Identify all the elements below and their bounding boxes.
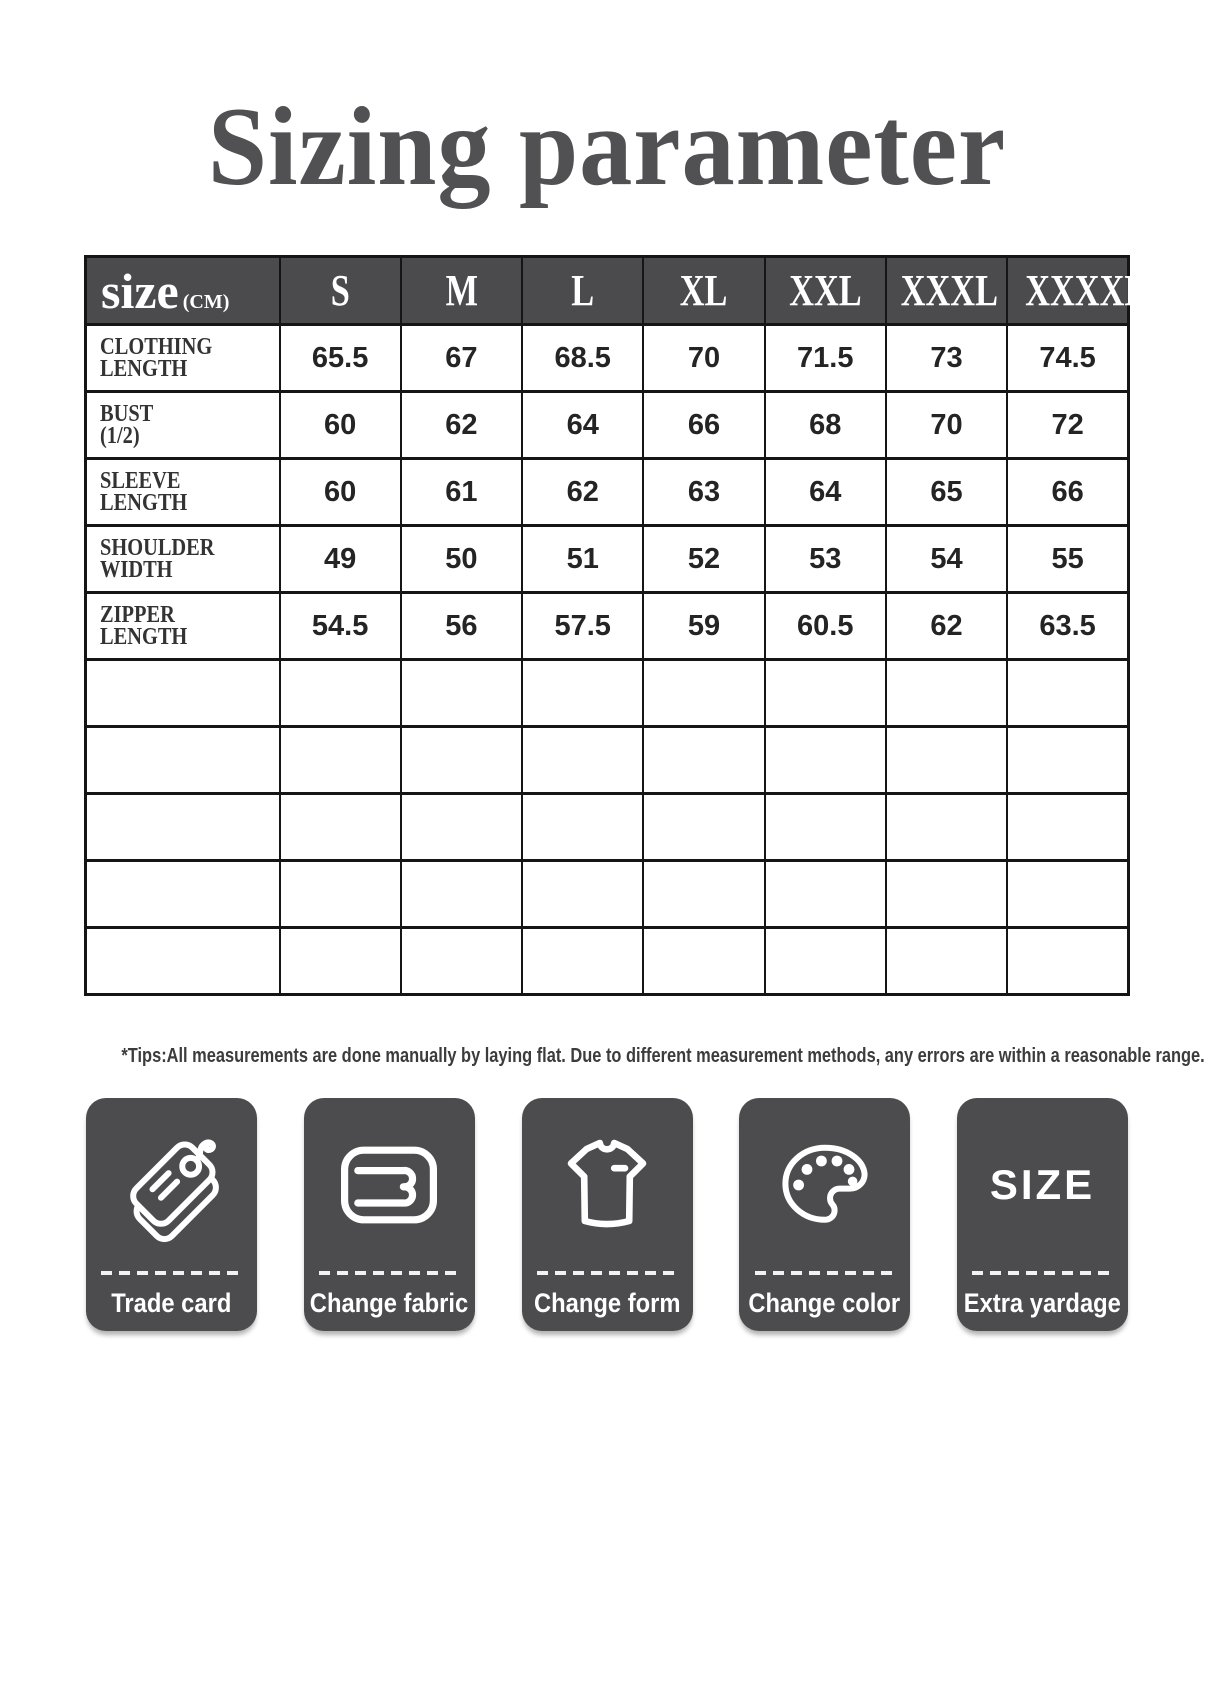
card-label: Change fabric xyxy=(310,1287,469,1318)
empty-label-cell xyxy=(86,928,280,995)
empty-cell xyxy=(765,928,886,995)
empty-cell xyxy=(1007,928,1128,995)
value-cell: 72 xyxy=(1007,392,1128,459)
empty-cell xyxy=(1007,861,1128,928)
value-cell: 62 xyxy=(522,459,643,526)
empty-cell xyxy=(522,861,643,928)
card-label: Change color xyxy=(748,1287,901,1318)
card-change-color xyxy=(739,1098,910,1331)
value-cell: 49 xyxy=(280,526,401,593)
value-cell: 70 xyxy=(643,325,764,392)
empty-cell xyxy=(280,660,401,727)
column-header-xxl: XXL xyxy=(765,257,886,325)
table-body xyxy=(86,325,1129,995)
empty-label-cell xyxy=(86,861,280,928)
empty-row xyxy=(86,660,1129,727)
empty-cell xyxy=(401,727,522,794)
feature-cards-row xyxy=(86,1098,1128,1331)
value-cell: 64 xyxy=(522,392,643,459)
table-header-row xyxy=(86,257,1129,325)
empty-cell xyxy=(643,727,764,794)
sizing-table xyxy=(84,255,1148,996)
value-cell: 50 xyxy=(401,526,522,593)
empty-cell xyxy=(280,928,401,995)
empty-row xyxy=(86,794,1129,861)
size-text-icon: SIZE xyxy=(989,1160,1096,1208)
value-cell: 65 xyxy=(886,459,1007,526)
value-cell: 63.5 xyxy=(1007,593,1128,660)
empty-cell xyxy=(522,794,643,861)
value-cell: 62 xyxy=(401,392,522,459)
row-label: BUST (1/2) xyxy=(86,392,280,459)
tips-note: *Tips:All measurements are done manually by laying flat. Due to different measurement methods, any errors are within a reasonable range. xyxy=(121,1044,1205,1068)
empty-cell xyxy=(765,660,886,727)
value-cell: 73 xyxy=(886,325,1007,392)
value-cell: 67 xyxy=(401,325,522,392)
card-extra-yardage xyxy=(957,1098,1128,1331)
value-cell: 59 xyxy=(643,593,764,660)
empty-cell xyxy=(522,727,643,794)
empty-label-cell xyxy=(86,727,280,794)
palette-icon xyxy=(739,1098,910,1271)
measurement-row xyxy=(86,325,1129,392)
column-header-s: S xyxy=(280,257,401,325)
empty-cell xyxy=(886,727,1007,794)
empty-cell xyxy=(1007,794,1128,861)
value-cell: 60.5 xyxy=(765,593,886,660)
empty-cell xyxy=(643,861,764,928)
value-cell: 53 xyxy=(765,526,886,593)
size-label: size xyxy=(101,262,179,319)
tag-icon xyxy=(86,1098,257,1271)
row-label: SHOULDER WIDTH xyxy=(86,526,280,593)
value-cell: 51 xyxy=(522,526,643,593)
value-cell: 54 xyxy=(886,526,1007,593)
empty-cell xyxy=(401,928,522,995)
card-change-form xyxy=(522,1098,693,1331)
column-header-xxxl: XXXL xyxy=(886,257,1007,325)
value-cell: 60 xyxy=(280,392,401,459)
empty-label-cell xyxy=(86,794,280,861)
column-header-xxxxl: XXXXL xyxy=(1007,257,1128,325)
empty-cell xyxy=(280,794,401,861)
empty-cell xyxy=(886,928,1007,995)
column-header-m: M xyxy=(401,257,522,325)
value-cell: 66 xyxy=(643,392,764,459)
row-label: CLOTHING LENGTH xyxy=(86,325,280,392)
value-cell: 60 xyxy=(280,459,401,526)
value-cell: 62 xyxy=(886,593,1007,660)
card-label: Extra yardage xyxy=(963,1287,1122,1318)
row-label: ZIPPER LENGTH xyxy=(86,593,280,660)
column-header-xl: XL xyxy=(643,257,764,325)
value-cell: 63 xyxy=(643,459,764,526)
value-cell: 64 xyxy=(765,459,886,526)
fabric-icon xyxy=(304,1098,475,1271)
value-cell: 71.5 xyxy=(765,325,886,392)
value-cell: 66 xyxy=(1007,459,1128,526)
empty-cell xyxy=(643,794,764,861)
card-trade-card xyxy=(86,1098,257,1331)
empty-cell xyxy=(280,727,401,794)
value-cell: 55 xyxy=(1007,526,1128,593)
empty-row xyxy=(86,928,1129,995)
card-label: Change form xyxy=(533,1287,681,1318)
tshirt-icon xyxy=(522,1098,693,1271)
empty-cell xyxy=(765,794,886,861)
value-cell: 68.5 xyxy=(522,325,643,392)
page-title: Sizing parameter xyxy=(207,85,1007,209)
empty-cell xyxy=(401,861,522,928)
size-header-cell xyxy=(86,257,280,325)
value-cell: 56 xyxy=(401,593,522,660)
empty-cell xyxy=(401,794,522,861)
size-unit-label: (CM) xyxy=(182,290,230,313)
value-cell: 68 xyxy=(765,392,886,459)
empty-cell xyxy=(765,727,886,794)
empty-cell xyxy=(522,928,643,995)
empty-cell xyxy=(280,861,401,928)
empty-label-cell xyxy=(86,660,280,727)
empty-cell xyxy=(886,794,1007,861)
measurement-row xyxy=(86,526,1129,593)
value-cell: 61 xyxy=(401,459,522,526)
empty-cell xyxy=(401,660,522,727)
empty-cell xyxy=(765,861,886,928)
empty-cell xyxy=(522,660,643,727)
row-label: SLEEVE LENGTH xyxy=(86,459,280,526)
column-header-l: L xyxy=(522,257,643,325)
value-cell: 70 xyxy=(886,392,1007,459)
value-cell: 74.5 xyxy=(1007,325,1128,392)
card-label: Trade card xyxy=(111,1287,232,1318)
empty-row xyxy=(86,727,1129,794)
measurement-row xyxy=(86,459,1129,526)
empty-cell xyxy=(1007,660,1128,727)
card-change-fabric xyxy=(304,1098,475,1331)
empty-cell xyxy=(643,928,764,995)
empty-cell xyxy=(1007,727,1128,794)
empty-cell xyxy=(886,861,1007,928)
value-cell: 65.5 xyxy=(280,325,401,392)
value-cell: 54.5 xyxy=(280,593,401,660)
measurement-row xyxy=(86,593,1129,660)
value-cell: 52 xyxy=(643,526,764,593)
empty-row xyxy=(86,861,1129,928)
measurement-row xyxy=(86,392,1129,459)
empty-cell xyxy=(643,660,764,727)
value-cell: 57.5 xyxy=(522,593,643,660)
empty-cell xyxy=(886,660,1007,727)
